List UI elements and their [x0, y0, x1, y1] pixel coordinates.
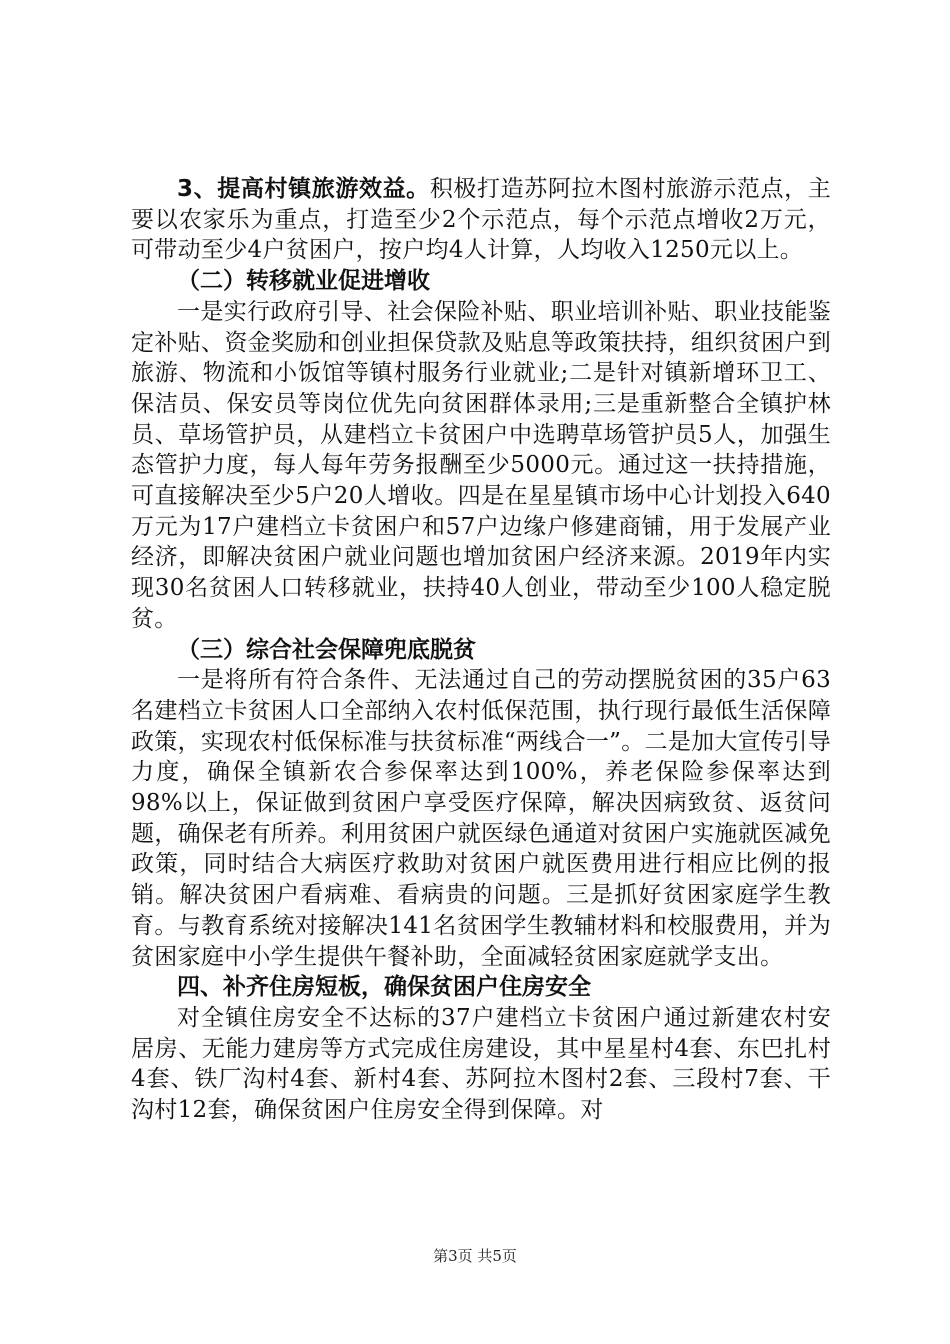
paragraph-lead-heading: 3、提高村镇旅游效益。 [177, 176, 430, 202]
section-heading-social-security: （三）综合社会保障兜底脱贫 [177, 636, 476, 663]
document-body [131, 174, 831, 1126]
section-heading-employment: （二）转移就业促进增收 [177, 268, 430, 295]
paragraph-housing: 对全镇住房安全不达标的37户建档立卡贫困户通过新建农村安居房、无能力建房等方式完成住房建设，其中星星村4套、东巴扎村4套、铁厂沟村4套、新村4套、苏阿拉木图村2套、三段村7套、干沟村12套，确保贫困户住房安全得到保障。对 [131, 1004, 831, 1124]
paragraph-tourism [131, 174, 831, 266]
paragraph-text: 积极打造苏阿拉木图村旅游示范点，主要以农家乐为重点，打造至少2个示范点，每个示范点增收2万元，可带动至少4户贫困户，按户均4人计算，人均收入1250元以上。 [131, 176, 831, 264]
paragraph-employment: 一是实行政府引导、社会保险补贴、职业培训补贴、职业技能鉴定补贴、资金奖励和创业担保贷款及贴息等政策扶持，组织贫困户到旅游、物流和小饭馆等镇村服务行业就业;二是针对镇新增环卫工、保洁员、保安员等岗位优先向贫困群体录用;三是重新整合全镇护林员、草场管护员，从建档立卡贫困户中选聘草场管护员5人，加强生态管护力度，每人每年劳务报酬至少5000元。通过这一扶持措施，可直接解决至少5户20人增收。四是在星星镇市场中心计划投入640万元为17户建档立卡贫困户和57户边缘户修建商铺，用于发展产业经济，即解决贫困户就业问题也增加贫困户经济来源。2019年内实现30名贫困人口转移就业，扶持40人创业，带动至少100人稳定脱贫。 [131, 298, 831, 632]
section-heading-housing: 四、补齐住房短板，确保贫困户住房安全 [177, 974, 591, 1001]
page-footer: 第3页 共5页 [433, 1247, 517, 1265]
paragraph-social-security: 一是将所有符合条件、无法通过自己的劳动摆脱贫困的35户63名建档立卡贫困人口全部纳入农村低保范围，执行现行最低生活保障政策，实现农村低保标准与扶贫标准“两线合一”。二是加大宣传引导力度，确保全镇新农合参保率达到100%，养老保险参保率达到98%以上，保证做到贫困户享受医疗保障，解决因病致贫、返贫问题，确保老有所养。利用贫困户就医绿色通道对贫困户实施就医减免政策，同时结合大病医疗救助对贫困户就医费用进行相应比例的报销。解决贫困户看病难、看病贵的问题。三是抓好贫困家庭学生教育。与教育系统对接解决141名贫困学生教辅材料和校服费用，并为贫困家庭中小学生提供午餐补助，全面减轻贫困家庭就学支出。 [131, 667, 831, 970]
